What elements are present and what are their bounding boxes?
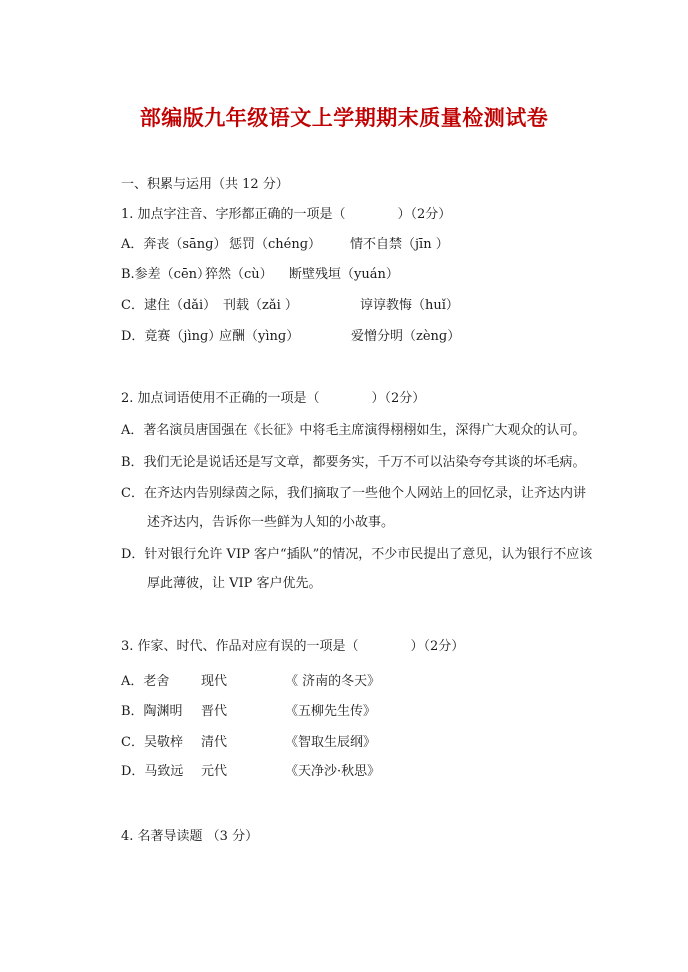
era-a: 现代 — [201, 674, 228, 689]
era-b: 晋代 — [201, 704, 228, 719]
work-b: 《五柳先生传》 — [285, 704, 377, 719]
option-a-word-3: 情不自禁（jīn ） — [350, 237, 449, 252]
question-3-stem: 3. 作家、时代、作品对应有误的一项是（ ）（2分） — [121, 639, 465, 654]
work-a: 《 济南的冬天》 — [285, 674, 381, 689]
section-heading: 一、积累与运用（共 12 分） — [121, 177, 289, 192]
option-b-word-3: 断壁残垣（yuán） — [289, 267, 399, 282]
question-2-option-c-continued: 述齐达内，告诉你一些鲜为人知的小故事。 — [147, 515, 395, 530]
era-d: 元代 — [201, 764, 228, 779]
option-b-word-1: B.参差（cēn） — [121, 267, 211, 282]
author-c: C．吴敬梓 — [121, 735, 183, 750]
option-c-word-2: 刊载（zǎi ） — [223, 298, 298, 313]
option-b-word-2: 猝然（cù） — [205, 267, 273, 282]
option-c-word-3: 谆谆教悔（huǐ） — [360, 298, 459, 313]
work-d: 《天净沙·秋思》 — [285, 764, 381, 779]
question-2-option-b: B．我们无论是说话还是写文章，都要务实，千万不可以沾染夸夸其谈的坏毛病。 — [121, 455, 586, 470]
page-title: 部编版九年级语文上学期期末质量检测试卷 — [139, 105, 549, 130]
question-2-option-d: D．针对银行允许 VIP 客户“插队”的情况，不少市民提出了意见，认为银行不应该 — [121, 547, 593, 562]
author-b: B．陶渊明 — [121, 704, 183, 719]
option-d-word-1: D．竟赛（jìnɡ） — [121, 329, 222, 344]
question-2-stem: 2. 加点词语使用不正确的一项是（ ）（2分） — [121, 391, 426, 406]
question-1-stem: 1. 加点字注音、字形都正确的一项是（ ）（2分） — [121, 207, 452, 222]
option-a-word-1: A．奔丧（sānɡ） — [121, 237, 227, 252]
author-a: A．老舍 — [121, 674, 170, 689]
author-d: D．马致远 — [121, 764, 184, 779]
question-2-option-c: C．在齐达内告别绿茵之际，我们摘取了一些他个人网站上的回忆录，让齐达内讲 — [121, 486, 586, 501]
option-a-word-2: 惩罚（chénɡ） — [229, 237, 322, 252]
work-c: 《智取生辰纲》 — [285, 735, 377, 750]
era-c: 清代 — [201, 735, 228, 750]
option-d-word-3: 爱憎分明（zènɡ） — [351, 329, 461, 344]
question-2-option-a: A．著名演员唐国强在《长征》中将毛主席演得栩栩如生，深得广大观众的认可。 — [121, 423, 586, 438]
question-2-option-d-continued: 厚此薄彼，让 VIP 客户优先。 — [147, 576, 322, 591]
question-4-stem: 4. 名著导读题 （3 分） — [121, 829, 259, 844]
option-d-word-2: 应酬（yìnɡ） — [219, 329, 300, 344]
option-c-word-1: C．逮住（dǎi） — [121, 298, 217, 313]
